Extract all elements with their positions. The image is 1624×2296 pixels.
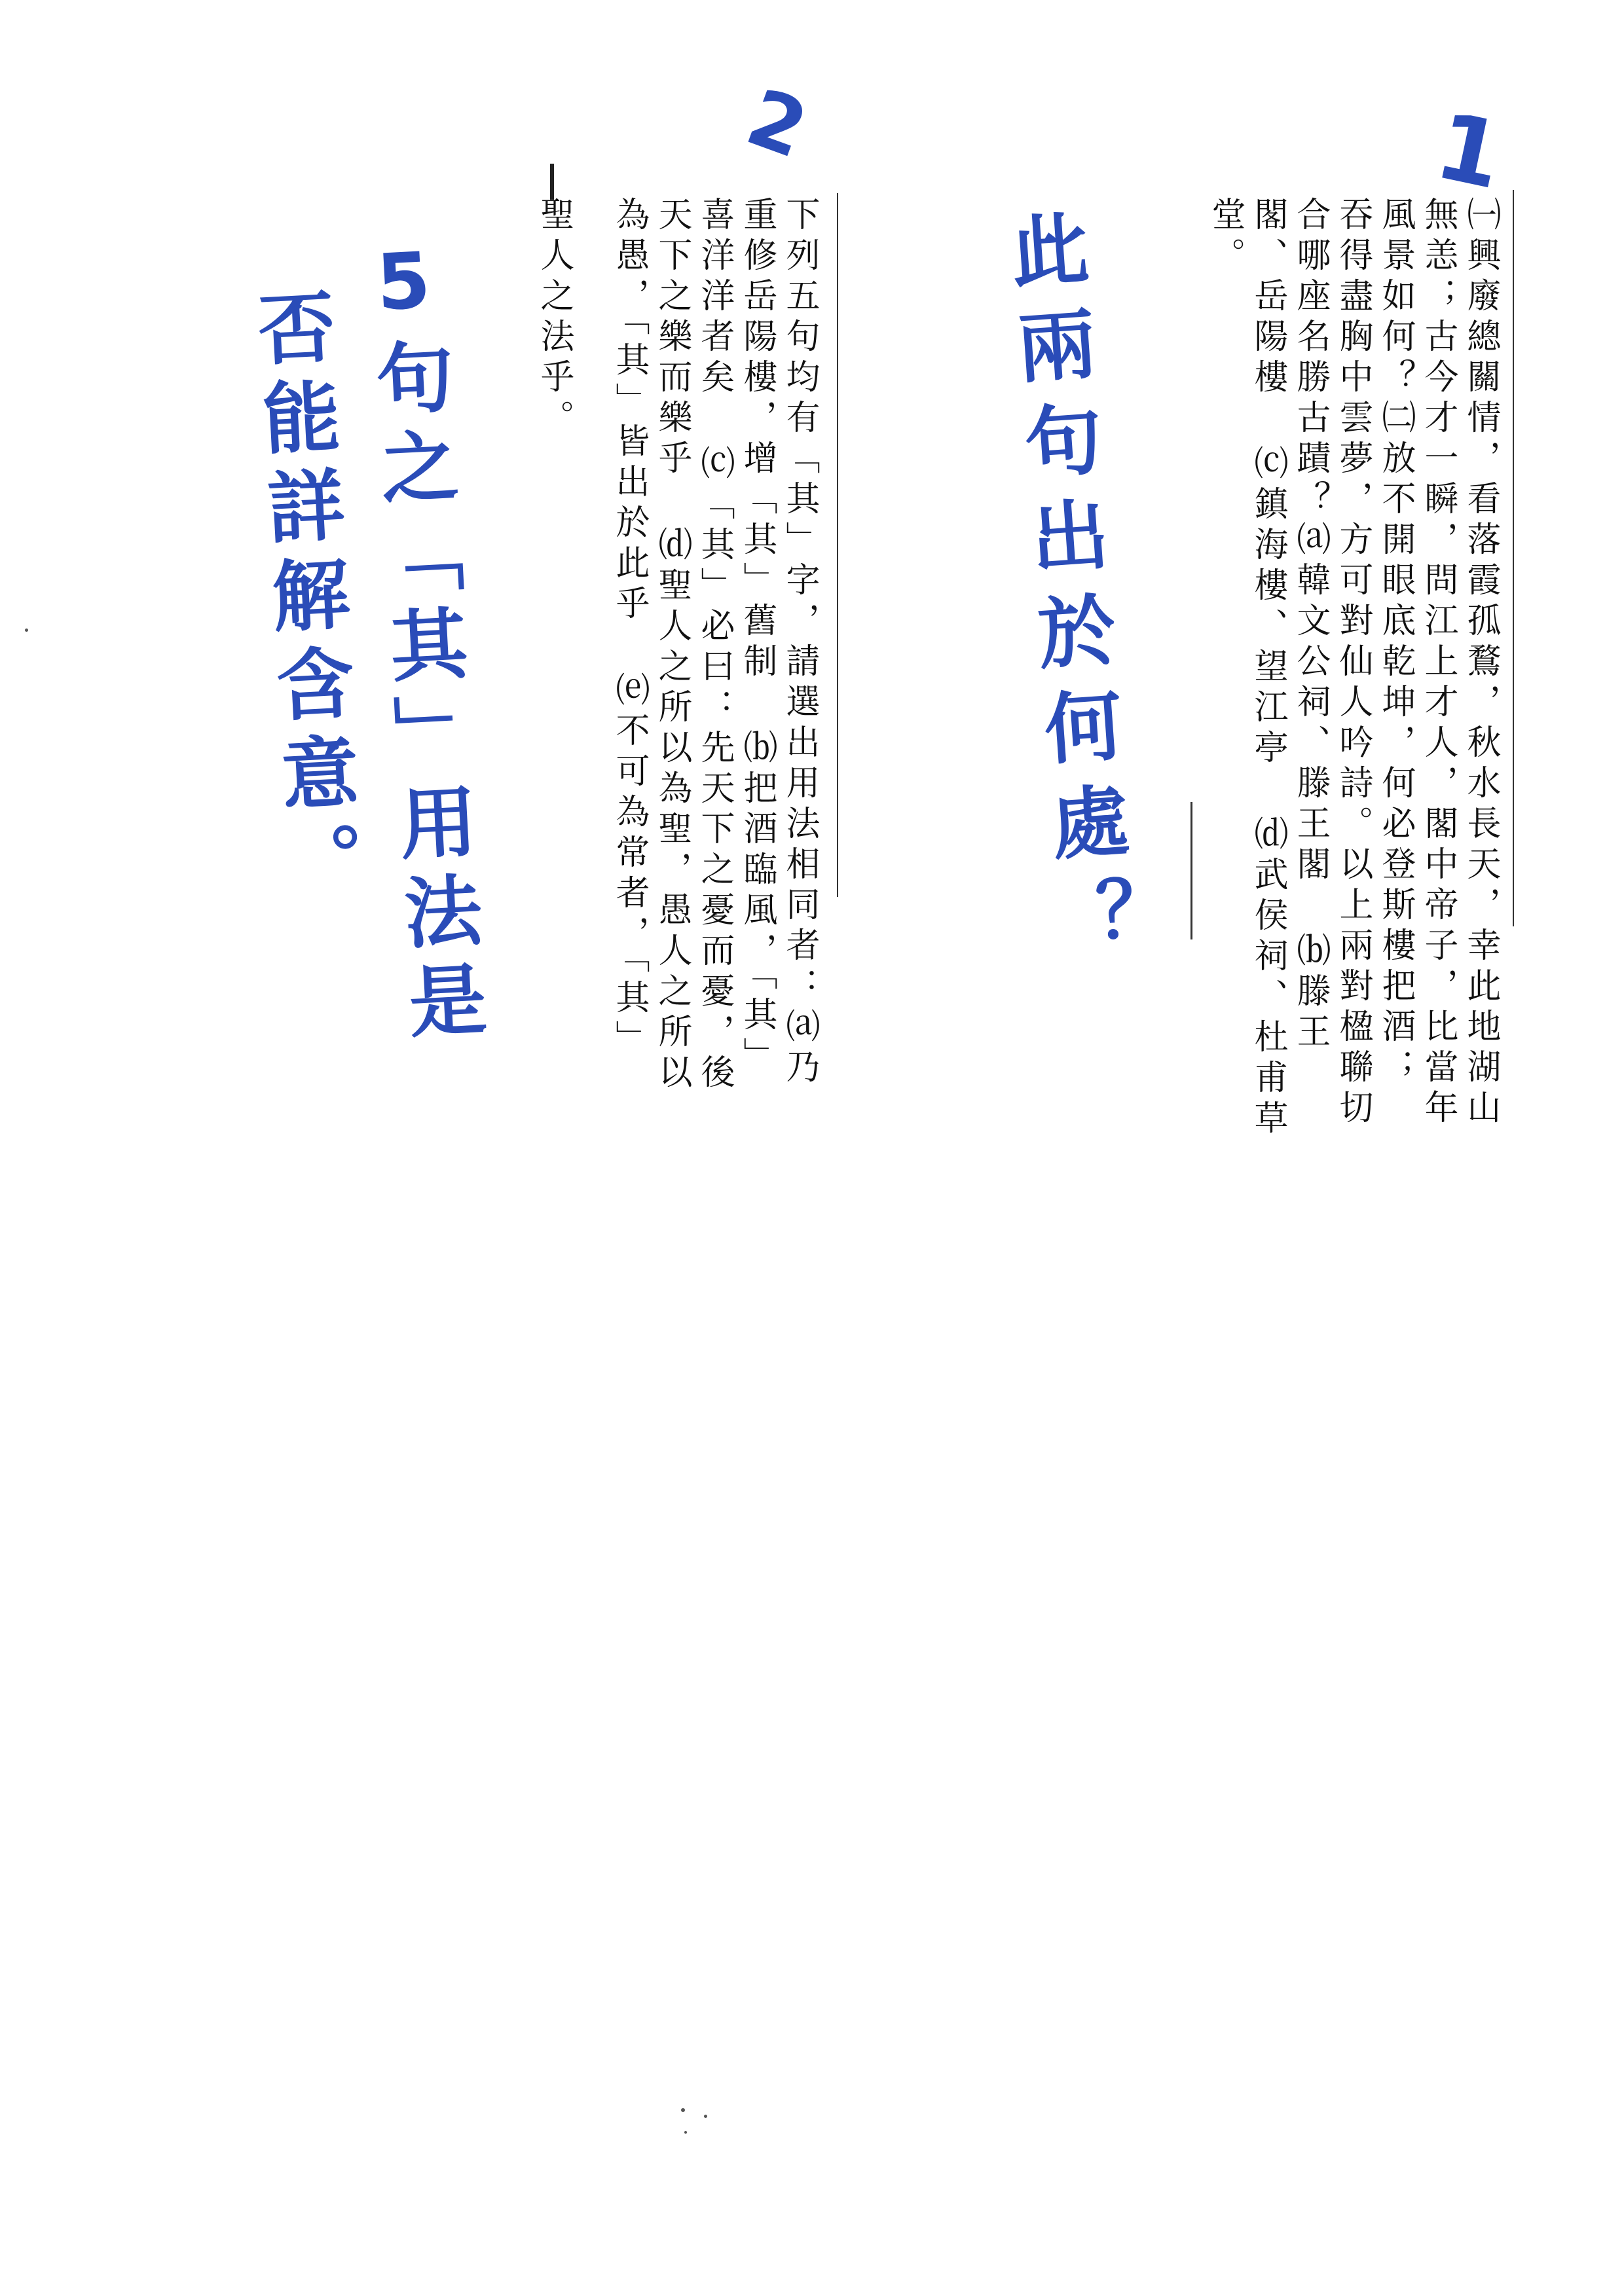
question-1-number-mark: 1 (1427, 92, 1512, 211)
question-2-handwritten-note-2: 否能詳解含意。 (243, 286, 366, 913)
question-2-right-border (837, 193, 838, 897)
question-2-col-6: 聖人之法乎。 (534, 196, 574, 440)
question-1-col-1: ㈠興廢總關情，看落霞孤鶩，秋水長天，幸此地湖山 (1461, 196, 1500, 1130)
question-2-col-2: 重修岳陽樓，增「其」舊制 ⒝把酒臨風，「其」 (737, 196, 777, 1078)
scan-speck (704, 2115, 707, 2118)
scan-speck (684, 2131, 687, 2134)
question-2-col-3: 喜洋洋者矣 ⒞「其」必曰：先天下之憂而憂，後 (695, 196, 734, 1095)
question-1-left-border (1190, 802, 1192, 939)
scan-speck (681, 2108, 685, 2112)
question-2-col-5: 為愚，「其」皆出於此乎 ⒠不可為常者，「其」 (610, 196, 649, 1061)
question-2-handwritten-note-1: 5句之「其」用法是 (356, 234, 489, 1052)
scan-speck (25, 629, 28, 632)
question-1-col-3: 風景如何？㈡放不開眼底乾坤，何必登斯樓把酒； (1376, 196, 1415, 1089)
question-2-col-1: 下列五句均有「其」字，請選出用法相同者：⒜乃 (780, 196, 819, 1089)
question-1-right-border (1513, 190, 1514, 926)
question-2-number-mark: 2 (735, 71, 819, 177)
question-1-col-5: 合哪座名勝古蹟？⒜韓文公祠、滕王閣 ⒝滕王 (1291, 196, 1330, 1054)
question-1-handwritten-note: 此兩句出於何處？ (995, 207, 1139, 977)
question-1-col-6: 閣、岳陽樓 ⒞鎮海樓、望江亭 ⒟武侯祠、杜甫草 (1248, 196, 1287, 1140)
question-1-col-7: 堂。 (1206, 196, 1245, 278)
question-1-col-2: 無恙；古今才一瞬，問江上才人，閣中帝子，比當年 (1418, 196, 1458, 1130)
question-1-col-4: 吞得盡胸中雲夢，方可對仙人吟詩。以上兩對楹聯切 (1333, 196, 1373, 1130)
question-2-col-4: 天下之樂而樂乎 ⒟聖人之所以為聖，愚人之所以 (652, 196, 692, 1095)
question-2-left-border (550, 164, 554, 200)
